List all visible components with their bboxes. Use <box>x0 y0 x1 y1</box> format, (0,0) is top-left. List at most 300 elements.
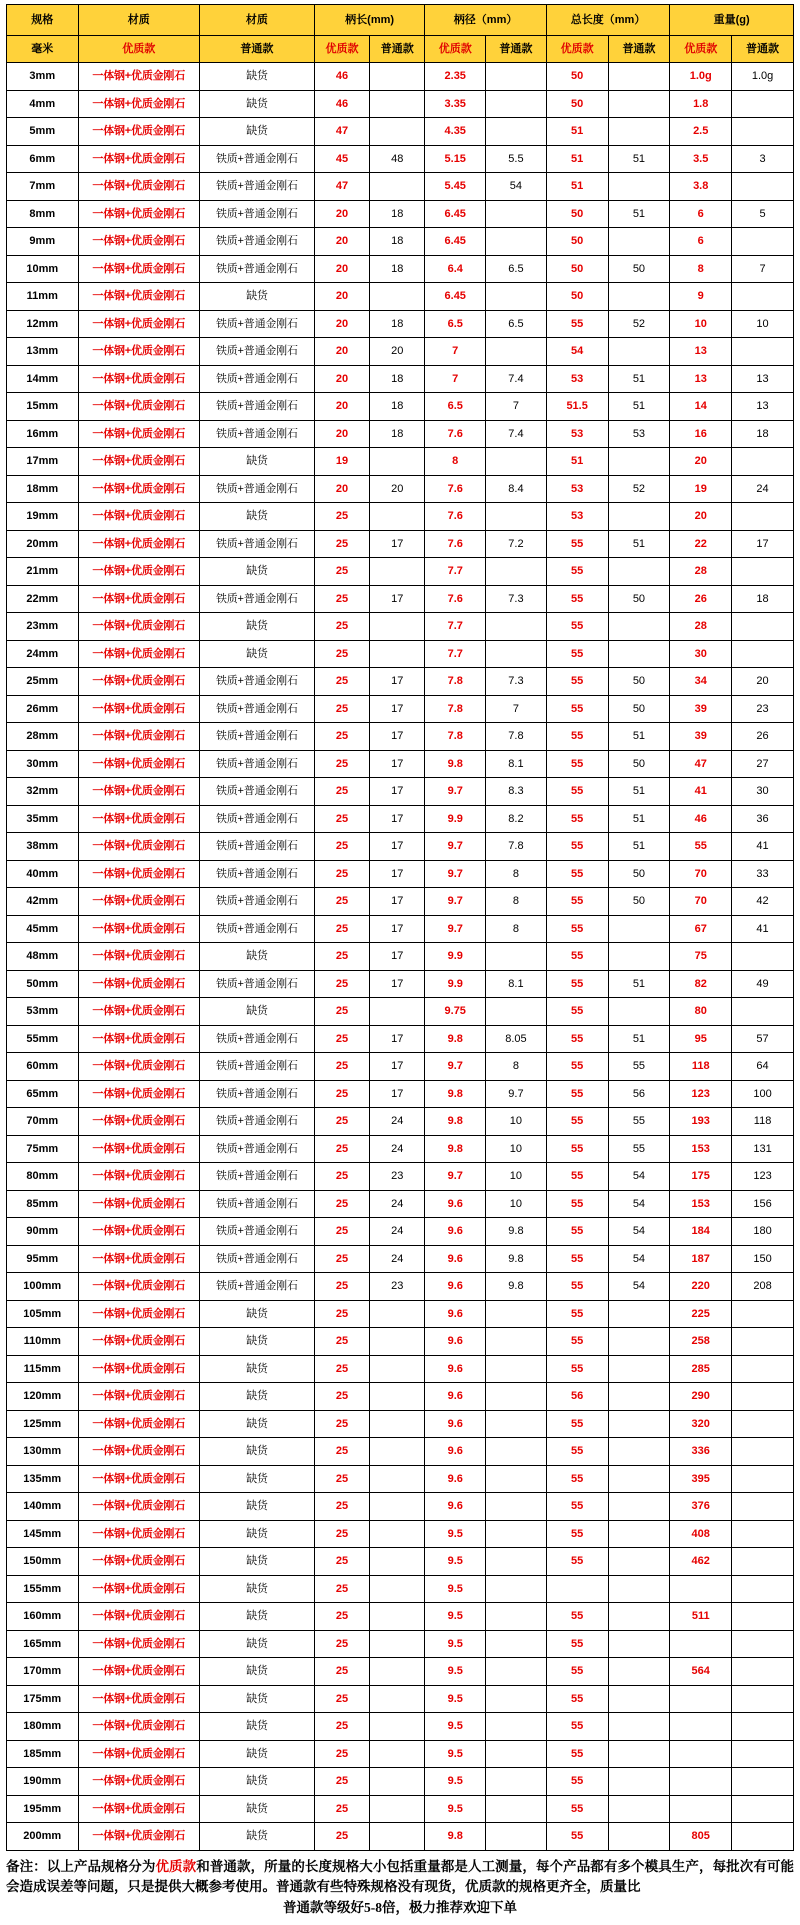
cell-shank-length-premium: 25 <box>314 1768 369 1796</box>
cell-weight-normal: 20 <box>732 668 794 696</box>
cell-shank-length-normal: 20 <box>370 338 425 366</box>
cell-total-length-normal: 50 <box>608 585 670 613</box>
cell-shank-length-premium: 25 <box>314 970 369 998</box>
cell-shank-length-normal: 17 <box>370 1025 425 1053</box>
table-row <box>7 503 794 531</box>
cell-shank-length-premium: 25 <box>314 1245 369 1273</box>
cell-shank-length-premium: 25 <box>314 1410 369 1438</box>
cell-weight-normal: 18 <box>732 585 794 613</box>
cell-weight-premium: 20 <box>670 503 732 531</box>
table-row <box>7 943 794 971</box>
subheader-unit-mm: 毫米 <box>7 36 79 63</box>
cell-total-length-normal <box>608 1713 670 1741</box>
cell-shank-diameter-normal <box>486 1603 547 1631</box>
cell-total-length-premium: 55 <box>546 1108 608 1136</box>
cell-shank-diameter-premium: 6.5 <box>425 310 486 338</box>
cell-total-length-premium: 50 <box>546 228 608 256</box>
cell-total-length-normal: 51 <box>608 530 670 558</box>
cell-material-normal: 缺货 <box>199 1355 314 1383</box>
cell-shank-length-premium: 25 <box>314 1630 369 1658</box>
cell-material-normal: 缺货 <box>199 1438 314 1466</box>
cell-total-length-normal: 51 <box>608 1025 670 1053</box>
cell-material-premium: 一体钢+优质金刚石 <box>78 1053 199 1081</box>
cell-shank-diameter-normal: 8 <box>486 888 547 916</box>
cell-shank-diameter-premium: 9.5 <box>425 1548 486 1576</box>
cell-shank-diameter-premium: 9.5 <box>425 1575 486 1603</box>
cell-shank-length-premium: 25 <box>314 530 369 558</box>
cell-weight-normal <box>732 1658 794 1686</box>
cell-shank-diameter-normal: 7.4 <box>486 365 547 393</box>
cell-shank-length-normal <box>370 1823 425 1851</box>
cell-shank-length-premium: 20 <box>314 255 369 283</box>
table-row <box>7 1658 794 1686</box>
cell-shank-length-premium: 25 <box>314 1163 369 1191</box>
cell-shank-length-premium: 25 <box>314 998 369 1026</box>
cell-shank-length-normal: 17 <box>370 668 425 696</box>
cell-weight-premium: 153 <box>670 1190 732 1218</box>
cell-weight-premium: 184 <box>670 1218 732 1246</box>
remark-middle: 和普通款，所量的长度规格大小包括重量都是人工测量，每个产品都有多个模具生产，每批次有可能会造成误差等问题，只是提供大概参考使用。普通款有些特殊规格没有现货，优质款的规格更齐全，质量比 <box>6 1858 795 1895</box>
cell-shank-diameter-normal: 10 <box>486 1135 547 1163</box>
cell-shank-length-normal: 48 <box>370 145 425 173</box>
cell-material-normal: 缺货 <box>199 283 314 311</box>
cell-material-normal: 铁质+普通金刚石 <box>199 1190 314 1218</box>
cell-material-premium: 一体钢+优质金刚石 <box>78 1245 199 1273</box>
cell-shank-length-premium: 25 <box>314 1300 369 1328</box>
cell-material-premium: 一体钢+优质金刚石 <box>78 90 199 118</box>
cell-weight-premium: 258 <box>670 1328 732 1356</box>
cell-shank-length-normal: 17 <box>370 723 425 751</box>
cell-shank-length-normal <box>370 1438 425 1466</box>
table-row <box>7 1328 794 1356</box>
cell-shank-length-premium: 25 <box>314 1080 369 1108</box>
cell-total-length-normal <box>608 613 670 641</box>
table-row <box>7 310 794 338</box>
table-row <box>7 63 794 91</box>
cell-shank-length-normal: 18 <box>370 365 425 393</box>
cell-shank-diameter-normal <box>486 613 547 641</box>
cell-material-premium: 一体钢+优质金刚石 <box>78 1575 199 1603</box>
cell-shank-length-normal <box>370 1410 425 1438</box>
cell-material-premium: 一体钢+优质金刚石 <box>78 1823 199 1851</box>
cell-material-normal: 缺货 <box>199 1383 314 1411</box>
cell-shank-diameter-premium: 9.5 <box>425 1520 486 1548</box>
cell-shank-diameter-premium: 7.8 <box>425 668 486 696</box>
cell-weight-premium <box>670 1575 732 1603</box>
cell-material-normal: 铁质+普通金刚石 <box>199 420 314 448</box>
cell-shank-diameter-normal: 8 <box>486 1053 547 1081</box>
cell-spec: 21mm <box>7 558 79 586</box>
cell-weight-normal <box>732 1548 794 1576</box>
cell-shank-length-normal <box>370 1603 425 1631</box>
cell-weight-normal <box>732 1685 794 1713</box>
cell-material-normal: 缺货 <box>199 1493 314 1521</box>
cell-material-normal: 缺货 <box>199 448 314 476</box>
cell-total-length-normal <box>608 1410 670 1438</box>
table-row <box>7 860 794 888</box>
cell-shank-length-premium: 25 <box>314 943 369 971</box>
cell-shank-diameter-normal <box>486 1823 547 1851</box>
cell-spec: 150mm <box>7 1548 79 1576</box>
cell-material-normal: 缺货 <box>199 998 314 1026</box>
cell-weight-premium: 70 <box>670 860 732 888</box>
cell-spec: 28mm <box>7 723 79 751</box>
subheader-total-premium: 优质款 <box>546 36 608 63</box>
cell-shank-length-normal <box>370 1383 425 1411</box>
cell-total-length-normal <box>608 1300 670 1328</box>
cell-material-premium: 一体钢+优质金刚石 <box>78 1025 199 1053</box>
cell-shank-diameter-premium: 9.7 <box>425 833 486 861</box>
cell-weight-premium: 70 <box>670 888 732 916</box>
cell-weight-premium: 6 <box>670 228 732 256</box>
cell-total-length-normal <box>608 1355 670 1383</box>
cell-material-normal: 铁质+普通金刚石 <box>199 833 314 861</box>
cell-shank-length-normal <box>370 1768 425 1796</box>
cell-shank-diameter-premium: 9.7 <box>425 915 486 943</box>
cell-shank-length-premium: 25 <box>314 1465 369 1493</box>
table-row <box>7 200 794 228</box>
cell-shank-diameter-normal: 9.7 <box>486 1080 547 1108</box>
table-row <box>7 283 794 311</box>
cell-weight-premium: 16 <box>670 420 732 448</box>
cell-material-premium: 一体钢+优质金刚石 <box>78 640 199 668</box>
cell-weight-normal <box>732 558 794 586</box>
cell-shank-length-normal: 18 <box>370 420 425 448</box>
subheader-material-normal: 普通款 <box>199 36 314 63</box>
cell-weight-premium <box>670 1795 732 1823</box>
cell-total-length-normal: 54 <box>608 1163 670 1191</box>
cell-shank-length-normal: 24 <box>370 1190 425 1218</box>
cell-weight-premium: 14 <box>670 393 732 421</box>
cell-weight-premium <box>670 1768 732 1796</box>
cell-material-premium: 一体钢+优质金刚石 <box>78 805 199 833</box>
cell-total-length-premium: 55 <box>546 1245 608 1273</box>
cell-total-length-normal <box>608 1823 670 1851</box>
cell-material-normal: 缺货 <box>199 1465 314 1493</box>
cell-shank-length-normal: 24 <box>370 1245 425 1273</box>
table-row <box>7 723 794 751</box>
cell-material-premium: 一体钢+优质金刚石 <box>78 915 199 943</box>
cell-shank-diameter-normal <box>486 943 547 971</box>
cell-shank-length-normal: 17 <box>370 915 425 943</box>
cell-material-normal: 缺货 <box>199 1548 314 1576</box>
cell-shank-diameter-premium: 9.8 <box>425 1823 486 1851</box>
cell-shank-diameter-normal <box>486 503 547 531</box>
cell-shank-length-normal: 20 <box>370 475 425 503</box>
cell-material-premium: 一体钢+优质金刚石 <box>78 1328 199 1356</box>
cell-spec: 55mm <box>7 1025 79 1053</box>
cell-shank-diameter-normal <box>486 90 547 118</box>
cell-spec: 130mm <box>7 1438 79 1466</box>
cell-shank-diameter-premium: 9.5 <box>425 1658 486 1686</box>
cell-weight-premium: 9 <box>670 283 732 311</box>
cell-material-premium: 一体钢+优质金刚石 <box>78 1740 199 1768</box>
cell-total-length-normal <box>608 173 670 201</box>
cell-material-normal: 缺货 <box>199 1603 314 1631</box>
cell-shank-diameter-normal <box>486 1658 547 1686</box>
cell-total-length-premium: 50 <box>546 63 608 91</box>
cell-shank-length-premium: 25 <box>314 1328 369 1356</box>
cell-shank-length-premium: 46 <box>314 90 369 118</box>
table-row <box>7 613 794 641</box>
subheader-dia-premium: 优质款 <box>425 36 486 63</box>
cell-total-length-premium: 55 <box>546 723 608 751</box>
cell-material-normal: 铁质+普通金刚石 <box>199 338 314 366</box>
table-row <box>7 1823 794 1851</box>
cell-shank-diameter-premium: 7.6 <box>425 420 486 448</box>
cell-total-length-normal: 52 <box>608 310 670 338</box>
table-row <box>7 448 794 476</box>
cell-weight-premium: 193 <box>670 1108 732 1136</box>
table-row <box>7 173 794 201</box>
cell-total-length-premium: 55 <box>546 1355 608 1383</box>
cell-material-premium: 一体钢+优质金刚石 <box>78 1520 199 1548</box>
cell-shank-diameter-normal: 8.4 <box>486 475 547 503</box>
cell-material-normal: 铁质+普通金刚石 <box>199 1273 314 1301</box>
cell-weight-premium: 13 <box>670 338 732 366</box>
col-header-shank-diameter: 柄径（mm） <box>425 5 546 36</box>
table-row <box>7 1493 794 1521</box>
cell-total-length-normal <box>608 1438 670 1466</box>
cell-total-length-premium: 55 <box>546 833 608 861</box>
table-row <box>7 1163 794 1191</box>
cell-total-length-premium: 53 <box>546 365 608 393</box>
cell-spec: 40mm <box>7 860 79 888</box>
cell-material-normal: 铁质+普通金刚石 <box>199 695 314 723</box>
cell-shank-length-normal: 18 <box>370 255 425 283</box>
cell-weight-normal <box>732 943 794 971</box>
cell-total-length-premium: 51.5 <box>546 393 608 421</box>
cell-total-length-premium: 55 <box>546 1520 608 1548</box>
cell-shank-length-normal: 17 <box>370 530 425 558</box>
cell-material-normal: 铁质+普通金刚石 <box>199 888 314 916</box>
cell-total-length-normal: 51 <box>608 200 670 228</box>
cell-material-premium: 一体钢+优质金刚石 <box>78 1548 199 1576</box>
table-row <box>7 1245 794 1273</box>
cell-total-length-premium: 55 <box>546 778 608 806</box>
cell-total-length-normal: 51 <box>608 393 670 421</box>
table-row <box>7 1520 794 1548</box>
cell-weight-premium: 28 <box>670 558 732 586</box>
cell-total-length-premium: 56 <box>546 1383 608 1411</box>
cell-shank-diameter-normal <box>486 118 547 146</box>
cell-shank-length-premium: 45 <box>314 145 369 173</box>
table-row <box>7 805 794 833</box>
cell-material-premium: 一体钢+优质金刚石 <box>78 833 199 861</box>
cell-spec: 155mm <box>7 1575 79 1603</box>
cell-shank-diameter-premium: 7.7 <box>425 640 486 668</box>
cell-spec: 175mm <box>7 1685 79 1713</box>
cell-total-length-normal: 50 <box>608 255 670 283</box>
cell-weight-premium <box>670 1740 732 1768</box>
cell-weight-normal <box>732 1300 794 1328</box>
cell-material-normal: 缺货 <box>199 503 314 531</box>
cell-weight-normal <box>732 1410 794 1438</box>
cell-spec: 25mm <box>7 668 79 696</box>
cell-shank-diameter-premium: 7 <box>425 365 486 393</box>
table-row <box>7 1053 794 1081</box>
cell-shank-length-normal: 18 <box>370 393 425 421</box>
cell-spec: 110mm <box>7 1328 79 1356</box>
cell-shank-diameter-premium: 9.9 <box>425 805 486 833</box>
cell-material-premium: 一体钢+优质金刚石 <box>78 1713 199 1741</box>
cell-weight-normal <box>732 1603 794 1631</box>
cell-shank-diameter-normal: 8 <box>486 860 547 888</box>
cell-shank-length-premium: 25 <box>314 1520 369 1548</box>
table-row <box>7 558 794 586</box>
cell-weight-normal <box>732 998 794 1026</box>
cell-shank-length-normal: 18 <box>370 228 425 256</box>
cell-shank-diameter-premium: 9.6 <box>425 1410 486 1438</box>
cell-weight-normal: 33 <box>732 860 794 888</box>
cell-weight-normal: 10 <box>732 310 794 338</box>
cell-spec: 145mm <box>7 1520 79 1548</box>
cell-total-length-normal: 50 <box>608 750 670 778</box>
cell-material-normal: 铁质+普通金刚石 <box>199 723 314 751</box>
cell-material-normal: 铁质+普通金刚石 <box>199 173 314 201</box>
cell-material-normal: 缺货 <box>199 1768 314 1796</box>
cell-weight-normal <box>732 228 794 256</box>
cell-weight-premium: 13 <box>670 365 732 393</box>
table-row <box>7 998 794 1026</box>
cell-weight-premium: 462 <box>670 1548 732 1576</box>
cell-material-normal: 铁质+普通金刚石 <box>199 805 314 833</box>
subheader-len-normal: 普通款 <box>370 36 425 63</box>
cell-weight-premium: 30 <box>670 640 732 668</box>
cell-total-length-normal: 53 <box>608 420 670 448</box>
cell-total-length-normal: 55 <box>608 1108 670 1136</box>
cell-weight-premium: 153 <box>670 1135 732 1163</box>
cell-shank-diameter-normal <box>486 1713 547 1741</box>
cell-shank-length-premium: 20 <box>314 310 369 338</box>
table-row <box>7 1630 794 1658</box>
cell-material-premium: 一体钢+优质金刚石 <box>78 1383 199 1411</box>
cell-total-length-premium: 51 <box>546 145 608 173</box>
cell-total-length-normal: 50 <box>608 888 670 916</box>
cell-material-normal: 缺货 <box>199 90 314 118</box>
cell-shank-diameter-premium: 9.6 <box>425 1328 486 1356</box>
cell-shank-length-premium: 19 <box>314 448 369 476</box>
cell-shank-length-premium: 25 <box>314 750 369 778</box>
cell-weight-normal: 13 <box>732 393 794 421</box>
subheader-material-premium: 优质款 <box>78 36 199 63</box>
cell-spec: 16mm <box>7 420 79 448</box>
cell-total-length-normal: 51 <box>608 805 670 833</box>
cell-material-normal: 铁质+普通金刚石 <box>199 668 314 696</box>
cell-material-premium: 一体钢+优质金刚石 <box>78 365 199 393</box>
cell-total-length-premium: 55 <box>546 310 608 338</box>
cell-shank-diameter-normal: 7.3 <box>486 668 547 696</box>
cell-total-length-normal: 51 <box>608 365 670 393</box>
table-row <box>7 1190 794 1218</box>
cell-weight-normal <box>732 1823 794 1851</box>
cell-weight-normal: 1.0g <box>732 63 794 91</box>
cell-spec: 11mm <box>7 283 79 311</box>
cell-shank-length-premium: 47 <box>314 173 369 201</box>
cell-shank-diameter-normal <box>486 1685 547 1713</box>
cell-material-premium: 一体钢+优质金刚石 <box>78 723 199 751</box>
cell-shank-length-premium: 46 <box>314 63 369 91</box>
cell-material-normal: 缺货 <box>199 118 314 146</box>
col-header-material-normal: 材质 <box>199 5 314 36</box>
cell-total-length-normal <box>608 1630 670 1658</box>
table-row <box>7 833 794 861</box>
cell-weight-normal <box>732 1493 794 1521</box>
cell-weight-premium <box>670 1630 732 1658</box>
subheader-weight-premium: 优质款 <box>670 36 732 63</box>
table-row <box>7 1603 794 1631</box>
cell-total-length-premium: 55 <box>546 805 608 833</box>
cell-shank-length-premium: 25 <box>314 1053 369 1081</box>
cell-spec: 195mm <box>7 1795 79 1823</box>
cell-weight-normal <box>732 613 794 641</box>
specification-table <box>6 4 794 1851</box>
cell-shank-length-premium: 25 <box>314 503 369 531</box>
cell-shank-length-normal <box>370 283 425 311</box>
cell-shank-diameter-normal: 8.1 <box>486 970 547 998</box>
cell-spec: 26mm <box>7 695 79 723</box>
cell-shank-diameter-normal <box>486 1438 547 1466</box>
cell-shank-diameter-premium: 9.5 <box>425 1713 486 1741</box>
cell-shank-length-premium: 25 <box>314 1135 369 1163</box>
cell-material-premium: 一体钢+优质金刚石 <box>78 283 199 311</box>
cell-total-length-premium: 53 <box>546 420 608 448</box>
cell-shank-length-normal: 17 <box>370 970 425 998</box>
cell-shank-length-normal <box>370 1520 425 1548</box>
remark-highlight-premium: 优质款 <box>155 1858 197 1874</box>
cell-total-length-normal: 54 <box>608 1190 670 1218</box>
cell-weight-normal <box>732 1795 794 1823</box>
cell-material-premium: 一体钢+优质金刚石 <box>78 1493 199 1521</box>
cell-weight-normal <box>732 1768 794 1796</box>
cell-total-length-premium: 55 <box>546 1273 608 1301</box>
cell-spec: 35mm <box>7 805 79 833</box>
cell-shank-length-premium: 25 <box>314 1658 369 1686</box>
cell-spec: 10mm <box>7 255 79 283</box>
cell-material-normal: 缺货 <box>199 640 314 668</box>
cell-material-premium: 一体钢+优质金刚石 <box>78 888 199 916</box>
cell-shank-diameter-premium: 9.8 <box>425 1025 486 1053</box>
cell-material-premium: 一体钢+优质金刚石 <box>78 200 199 228</box>
cell-spec: 140mm <box>7 1493 79 1521</box>
table-row <box>7 1025 794 1053</box>
cell-spec: 190mm <box>7 1768 79 1796</box>
cell-shank-length-premium: 25 <box>314 613 369 641</box>
cell-shank-length-normal <box>370 1795 425 1823</box>
cell-shank-diameter-normal: 7 <box>486 393 547 421</box>
subheader-weight-normal: 普通款 <box>732 36 794 63</box>
cell-total-length-normal <box>608 1575 670 1603</box>
cell-weight-premium: 75 <box>670 943 732 971</box>
cell-total-length-normal <box>608 90 670 118</box>
cell-spec: 20mm <box>7 530 79 558</box>
cell-spec: 30mm <box>7 750 79 778</box>
cell-shank-length-premium: 20 <box>314 338 369 366</box>
table-row <box>7 1080 794 1108</box>
cell-material-normal: 铁质+普通金刚石 <box>199 750 314 778</box>
cell-shank-length-normal <box>370 998 425 1026</box>
cell-shank-length-normal <box>370 63 425 91</box>
cell-weight-normal <box>732 118 794 146</box>
cell-total-length-premium: 55 <box>546 943 608 971</box>
cell-shank-length-normal: 17 <box>370 778 425 806</box>
cell-shank-diameter-normal: 6.5 <box>486 310 547 338</box>
cell-shank-diameter-premium: 9.6 <box>425 1245 486 1273</box>
cell-material-normal: 缺货 <box>199 943 314 971</box>
cell-material-premium: 一体钢+优质金刚石 <box>78 1273 199 1301</box>
cell-material-normal: 铁质+普通金刚石 <box>199 585 314 613</box>
cell-shank-diameter-premium: 5.15 <box>425 145 486 173</box>
